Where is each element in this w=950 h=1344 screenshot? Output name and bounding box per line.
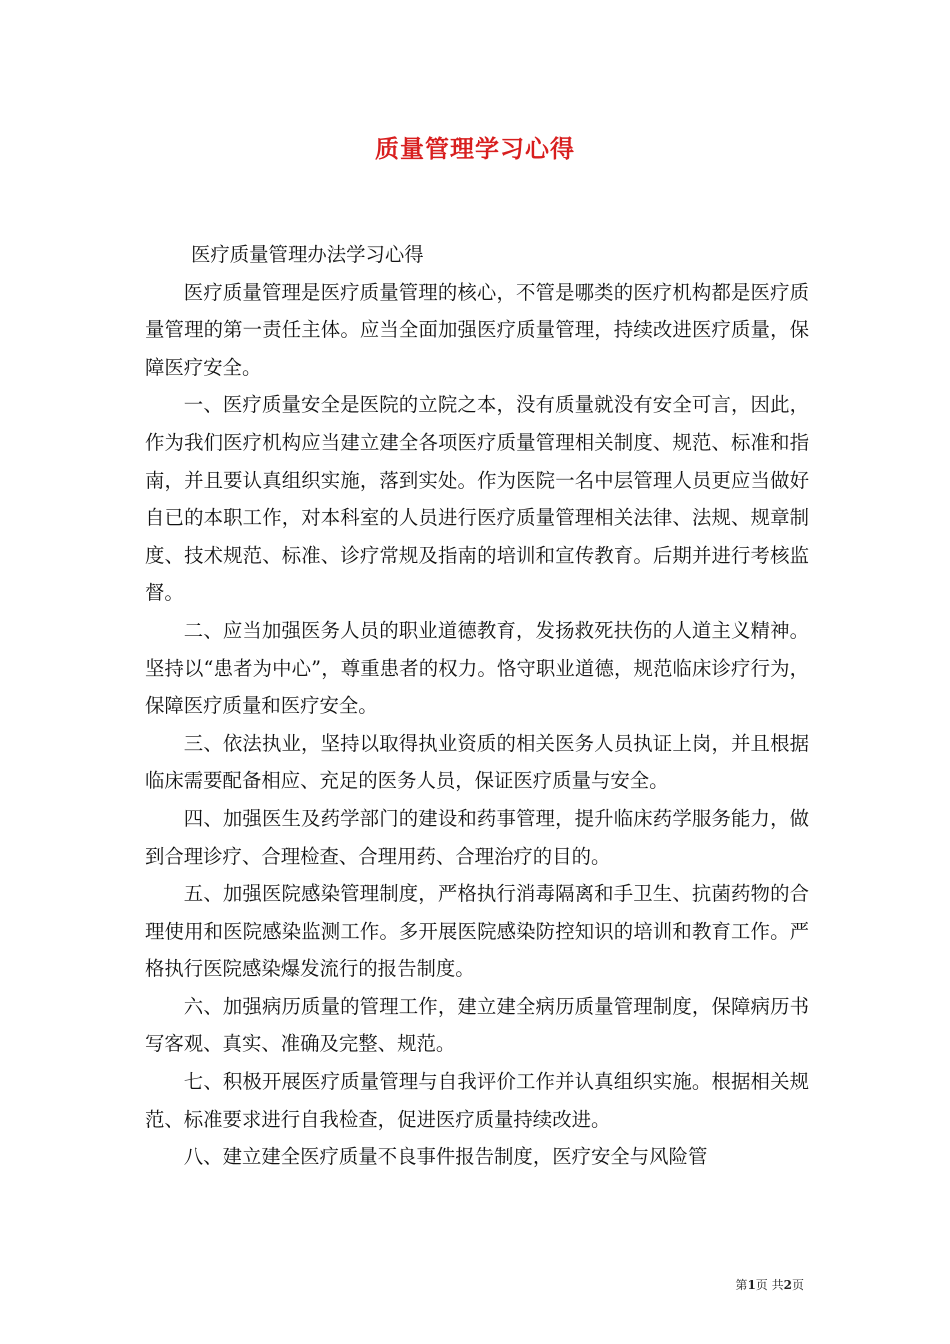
paragraph-1: 一、医疗质量安全是医院的立院之本，没有质量就没有安全可言，因此，作为我们医疗机构应当建立建全各项医疗质量管理相关制度、规范、标准和指南，并且要认真组织实施，落到实处。作为医院一名中层管理人员更应当做好自已的本职工作，对本科室的人员进行医疗质量管理相关法律、法规、规章制度、技术规范、标准、诊疗常规及指南的培训和宣传教育。后期并进行考核监督。: [145, 393, 809, 605]
page-number-footer: [735, 1277, 804, 1293]
paragraph-7: 七、积极开展医疗质量管理与自我评价工作并认真组织实施。根据相关规范、标准要求进行自我检查，促进医疗质量持续改进。: [145, 1070, 809, 1131]
paragraph-5: 五、加强医院感染管理制度，严格执行消毒隔离和手卫生、抗菌药物的合理使用和医院感染监测工作。多开展医院感染防控知识的培训和教育工作。严格执行医院感染爆发流行的报告制度。: [145, 882, 809, 981]
paragraph-8: 八、建立建全医疗质量不良事件报告制度，医疗安全与风险管: [183, 1145, 708, 1169]
footer-suffix: 页: [791, 1278, 804, 1292]
document-body: [145, 236, 809, 1176]
paragraph-intro: 医疗质量管理是医疗质量管理的核心，不管是哪类的医疗机构都是医疗质量管理的第一责任主体。应当全面加强医疗质量管理，持续改进医疗质量，保障医疗安全。: [145, 280, 809, 379]
paragraph-6: 六、加强病历质量的管理工作，建立建全病历质量管理制度，保障病历书写客观、真实、准确及完整、规范。: [145, 994, 809, 1056]
page-title: 质量管理学习心得: [375, 134, 575, 163]
current-page-number: 1: [747, 1278, 756, 1292]
total-page-number: 2: [783, 1278, 792, 1292]
footer-middle: 页 共: [755, 1278, 784, 1292]
paragraph-2: 二、应当加强医务人员的职业道德教育，发扬救死扶伤的人道主义精神。坚持以“患者为中心”，尊重患者的权力。恪守职业道德，规范临床诊疗行为，保障医疗质量和医疗安全。: [145, 618, 809, 718]
paragraph-4: 四、加强医生及药学部门的建设和药事管理，提升临床药学服务能力，做到合理诊疗、合理检查、合理用药、合理治疗的目的。: [145, 806, 809, 868]
paragraph-3: 三、依法执业，坚持以取得执业资质的相关医务人员执证上岗，并且根据临床需要配备相应、充足的医务人员，保证医疗质量与安全。: [145, 731, 809, 793]
document-subtitle: 医疗质量管理办法学习心得: [191, 243, 424, 266]
footer-prefix: 第: [735, 1278, 748, 1292]
